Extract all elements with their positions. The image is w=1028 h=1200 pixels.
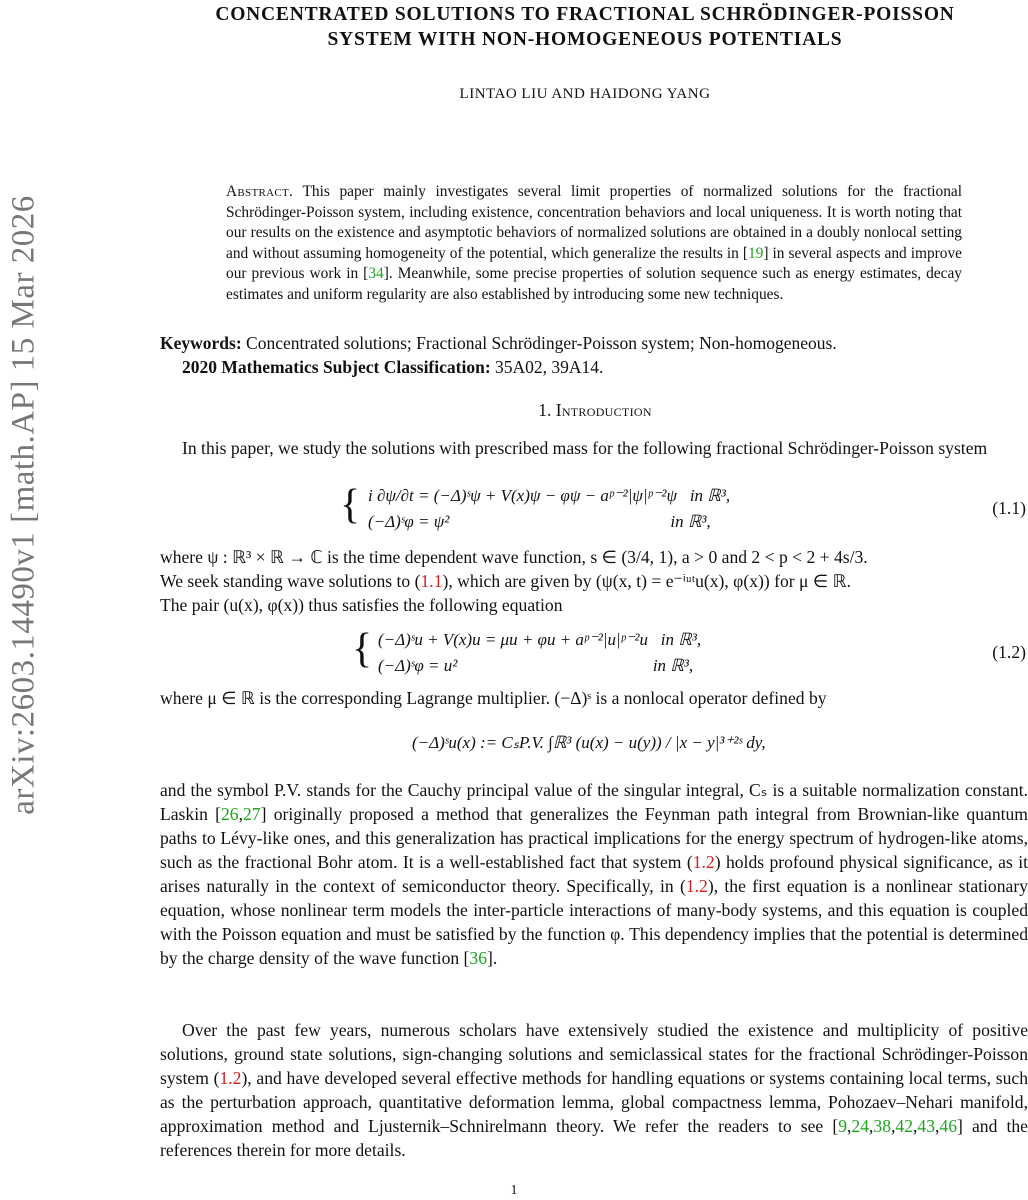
paper-authors: LINTAO LIU AND HAIDONG YANG: [459, 86, 711, 102]
abstract-text-c: ]. Meanwhile, some precise properties of solution sequence such as energy estimates, decay estimates and uniform regularity are also established by introducing some new techniques.: [226, 265, 962, 303]
eq2-brace: {: [352, 626, 373, 672]
paragraph-4-text-1: and the symbol P.V. stands for the Cauchy principal value of the singular integral, Cₛ is a suitable normalization constant. Laskin [: [160, 780, 1028, 824]
paragraph-2-text-a: We seek standing wave solutions to (: [160, 571, 421, 591]
paragraph-4-text-4: ), the first equation is a nonlinear stationary equation, whose nonlinear term models the inter-particle interactions of many-body systems, and this equation is coupled with the Poisson equation and must be satisfied by the function φ. This dependency implies that the potential is determined by the charge density of the wave function [: [160, 876, 1028, 968]
paragraph-2-line-1: where ψ : ℝ³ × ℝ → ℂ is the time dependent wave function, s ∈ (3/4, 1), a > 0 and 2 < p < 2 + 4s/3.: [160, 547, 868, 567]
paragraph-5-text-1: Over the past few years, numerous scholars have extensively studied the existence and multiplicity of positive solutions, ground state solutions, sign-changing solutions and semiclassical states for the fractional Schrödinger-Poisson system (: [160, 1020, 1028, 1088]
paragraph-1-text: In this paper, we study the solutions with prescribed mass for the following fractional Schrödinger-Poisson system: [182, 438, 988, 458]
title-line-2: SYSTEM WITH NON-HOMOGENEOUS POTENTIALS: [327, 29, 843, 50]
paragraph-4: [160, 778, 1028, 970]
paper-title: [160, 2, 1010, 52]
citation-link[interactable]: 38: [873, 1116, 892, 1136]
citation-link[interactable]: 46: [939, 1116, 958, 1136]
citation-link[interactable]: 43: [917, 1116, 936, 1136]
separator: ,: [913, 1116, 918, 1136]
equation-ref-link[interactable]: 1.2: [685, 876, 708, 896]
equation-ref-link[interactable]: 1.2: [219, 1068, 242, 1088]
title-line-1: CONCENTRATED SOLUTIONS TO FRACTIONAL SCHRÖDINGER-POISSON: [215, 4, 955, 25]
arxiv-identifier: arXiv:2603.14490v1 [math.AP] 15 Mar 2026: [5, 195, 42, 815]
citation-link[interactable]: 36: [469, 948, 488, 968]
msc-line: [160, 355, 1028, 379]
section-title: Introduction: [555, 400, 652, 420]
eq1-number: (1.1): [992, 498, 1026, 518]
keywords-label: Keywords:: [160, 333, 242, 353]
eq1-line-1: i ∂ψ/∂t = (−Δ)ˢψ + V(x)ψ − φψ − aᵖ⁻²|ψ|ᵖ⁻²ψ in ℝ³,: [368, 486, 731, 505]
paragraph-5-text: [160, 1018, 1028, 1162]
citation-link[interactable]: 27: [243, 804, 261, 824]
paragraph-2-line-3: The pair (u(x), φ(x)) thus satisfies the following equation: [160, 595, 563, 615]
abstract-text-a: This paper mainly investigates several limit properties of normalized solutions for the fractional Schrödinger-Poisson system, including existence, concentration behaviors and local uniqueness. It is worth noting that our results on the existence and asymptotic behaviors of normalized solutions are obtained in a doubly nonlocal setting and without assuming homogeneity of the potential, which generalize the results in [: [226, 183, 962, 262]
msc-text: 35A02, 39A14.: [490, 357, 604, 377]
citation-link[interactable]: 19: [747, 244, 764, 262]
paragraph-2-line-2: [160, 569, 1028, 593]
paragraph-2: [160, 545, 1028, 617]
abstract-block: [226, 182, 962, 305]
separator: ,: [847, 1116, 852, 1136]
paragraph-5: [160, 1018, 1028, 1162]
arxiv-sidebar-stamp: [2, 150, 46, 860]
page-number: 1: [510, 1183, 518, 1198]
msc-label: 2020 Mathematics Subject Classification:: [182, 357, 491, 377]
abstract-text-b: ] in several aspects and improve our previous work in [: [226, 244, 962, 282]
citation-link[interactable]: 42: [895, 1116, 914, 1136]
section-heading: [160, 400, 1028, 421]
citation-link[interactable]: 26: [221, 804, 239, 824]
keywords-line: [160, 331, 1028, 355]
equation-ref-link[interactable]: 1.1: [420, 571, 443, 591]
keywords-block: [160, 331, 1028, 379]
paragraph-3: [160, 686, 1028, 710]
paragraph-4-text-3: ) holds profound physical significance, as it arises naturally in the context of semiconductor theory. Specifically, in (: [160, 852, 1028, 896]
paragraph-5-text-2: ), and have developed several effective methods for handling equations or systems containing local terms, such as the perturbation approach, quantitative deformation lemma, global compactness lemma, Pohozaev–Nehari manifold, approximation method and Ljusternik–Schnirelmann theory. We refer the readers to see [: [160, 1068, 1028, 1136]
paragraph-1: [160, 436, 1028, 460]
citation-link[interactable]: 24: [851, 1116, 870, 1136]
eq2-line-1: (−Δ)ˢu + V(x)u = μu + φu + aᵖ⁻²|u|ᵖ⁻²u in ℝ³,: [378, 630, 702, 649]
keywords-text: Concentrated solutions; Fractional Schrödinger-Poisson system; Non-homogeneous.: [241, 333, 837, 353]
citation-link[interactable]: 9: [838, 1116, 848, 1136]
paragraph-5-text-3: ] and the references therein for more details.: [160, 1116, 1028, 1160]
paragraph-4-text-5: ].: [487, 948, 498, 968]
equation-ref-link[interactable]: 1.2: [692, 852, 715, 872]
citation-link[interactable]: 34: [368, 265, 384, 282]
paragraph-3-text: where μ ∈ ℝ is the corresponding Lagrange multiplier. (−Δ)ˢ is a nonlocal operator defined by: [160, 688, 827, 708]
paragraph-4-text-2: ] originally proposed a method that generalizes the Feynman path integral from Brownian-like quantum paths to Lévy-like ones, and this generalization has practical implications for the energy spectrum of hydrogen-like atoms, such as the fractional Bohr atom. It is a well-established fact that system (: [160, 804, 1028, 872]
paragraph-2-text-b: ), which are given by (ψ(x, t) = e⁻ⁱᵘᵗu(x), φ(x)) for μ ∈ ℝ.: [442, 571, 851, 591]
operator-definition: (−Δ)ˢu(x) := CₛP.V. ∫ℝ³ (u(x) − u(y)) / |x − y|³⁺²ˢ dy,: [412, 733, 766, 752]
eq1-brace: {: [340, 482, 361, 528]
separator: ,: [869, 1116, 874, 1136]
paragraph-4-text: [160, 778, 1028, 970]
eq2-line-2: (−Δ)ˢφ = u² in ℝ³,: [378, 656, 694, 675]
abstract-label: Abstract.: [226, 183, 294, 200]
separator: ,: [891, 1116, 896, 1136]
separator: ,: [935, 1116, 940, 1136]
separator: ,: [238, 804, 243, 824]
eq1-line-2: (−Δ)ˢφ = ψ² in ℝ³,: [368, 512, 711, 531]
section-number: 1.: [538, 400, 552, 420]
eq2-number: (1.2): [992, 642, 1026, 662]
